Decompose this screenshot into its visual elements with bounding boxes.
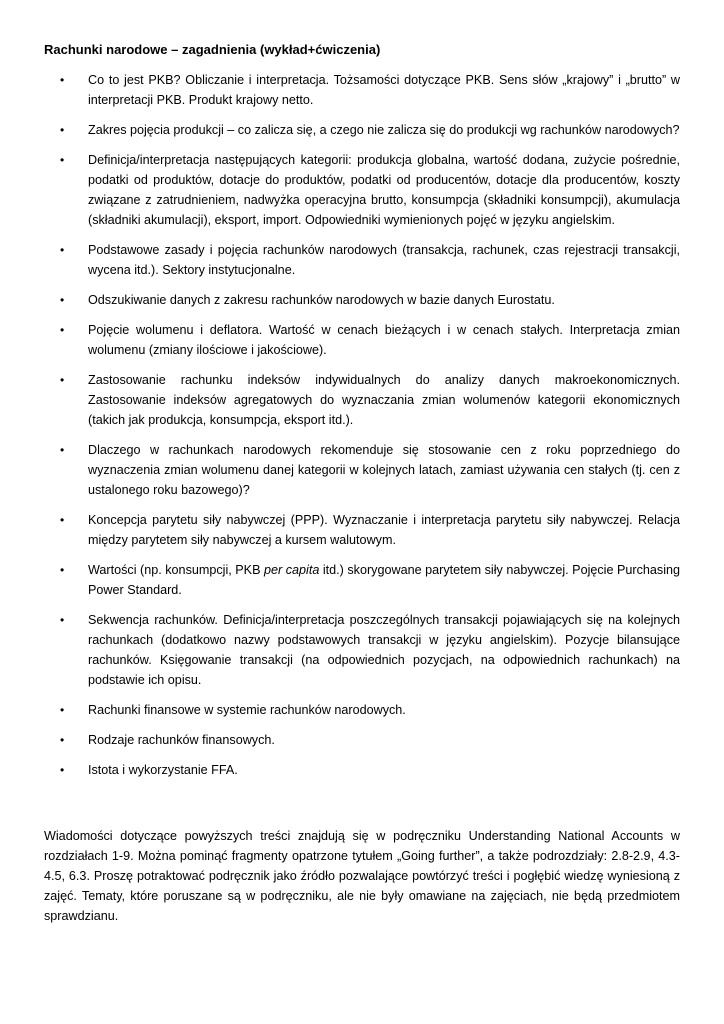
topic-text: Dlaczego w rachunkach narodowych rekomenduje się stosowanie cen z roku poprzedniego do wyznaczenia zmian wolumenu danej kategorii w kolejnych latach, zamiast używania cen stałych (tj. cen z ustalonego roku bazowego)?: [88, 443, 680, 497]
bullet-icon: •: [60, 73, 65, 87]
bullet-icon: •: [60, 293, 65, 307]
bullet-icon: •: [60, 703, 65, 717]
topic-text-italic: per capita: [264, 563, 320, 577]
bullet-icon: •: [60, 323, 65, 337]
list-item: [0, 760, 724, 780]
document-title: Rachunki narodowe – zagadnienia (wykład+ćwiczenia): [44, 42, 381, 57]
topic-text: Co to jest PKB? Obliczanie i interpretacja. Tożsamości dotyczące PKB. Sens słów „krajowy” i „brutto” w interpretacji PKB. Produkt krajowy netto.: [88, 73, 680, 107]
bullet-icon: •: [60, 613, 65, 627]
topic-text: Rachunki finansowe w systemie rachunków narodowych.: [88, 703, 406, 717]
topic-text: Koncepcja parytetu siły nabywczej (PPP). Wyznaczanie i interpretacja parytetu siły nabywczej. Relacja między parytetem siły nabywczej a kursem walutowym.: [88, 513, 680, 547]
topic-text: Sekwencja rachunków. Definicja/interpretacja poszczególnych transakcji pojawiających się na kolejnych rachunkach (dodatkowo nazwy podstawowych transakcji w języku angielskim). Pozycje bilansujące rachunków. Księgowanie transakcji (na odpowiednich pozycjach, na odpowiednich rachunkach) na podstawie ich opisu.: [88, 613, 680, 687]
bullet-icon: •: [60, 153, 65, 167]
list-item: [0, 320, 724, 360]
topic-text: Podstawowe zasady i pojęcia rachunków narodowych (transakcja, rachunek, czas rejestracji transakcji, wycena itd.). Sektory instytucjonalne.: [88, 243, 680, 277]
list-item: [0, 120, 724, 140]
topic-text-end: itd.) skorygowane parytetem siły nabywczej. Pojęcie Purchasing Power Standard.: [88, 563, 681, 597]
list-item: [0, 560, 724, 600]
topic-text: Zastosowanie rachunku indeksów indywidualnych do analizy danych makroekonomicznych. Zastosowanie indeksów agregatowych do wyznaczania zmian wolumenów kategorii ekonomicznych (takich jak produkcja, konsumpcja, eksport itd.).: [88, 373, 680, 427]
list-item: [0, 150, 724, 230]
bullet-icon: •: [60, 513, 65, 527]
bullet-icon: •: [60, 373, 65, 387]
topic-text-start: Wartości (np. konsumpcji, PKB: [88, 563, 264, 577]
bullet-icon: •: [60, 563, 65, 577]
footnote-paragraph: Wiadomości dotyczące powyższych treści znajdują się w podręczniku Understanding National Accounts w rozdziałach 1-9. Można pominąć fragmenty opatrzone tytułem „Going further”, a także podrozdziały: 2.8-2.9, 4.3-4.5, 6.3. Proszę potraktować podręcznik jako źródło pozwalające powtórzyć treści i pogłębić wiedzę wyniesioną z zajęć. Tematy, które poruszane są w podręczniku, ale nie były omawiane na zajęciach, nie będą przedmiotem sprawdzianu.: [44, 829, 680, 923]
list-item: [0, 240, 724, 280]
list-item: [0, 290, 724, 310]
list-item: [0, 510, 724, 550]
topic-text: Rodzaje rachunków finansowych.: [88, 733, 275, 747]
bullet-icon: •: [60, 123, 65, 137]
list-item: [0, 70, 724, 110]
bullet-icon: •: [60, 733, 65, 747]
topic-text: Istota i wykorzystanie FFA.: [88, 763, 238, 777]
topic-text: Zakres pojęcia produkcji – co zalicza się, a czego nie zalicza się do produkcji wg rachunków narodowych?: [88, 123, 680, 137]
list-item: [0, 700, 724, 720]
topic-text: Definicja/interpretacja następujących kategorii: produkcja globalna, wartość dodana, zużycie pośrednie, podatki od produktów, dotacje do produktów, podatki od producentów, dotacje dla producentów, koszty związane z zatrudnieniem, nadwyżka operacyjna brutto, konsumpcja (składniki konsumpcji), akumulacja (składniki akumulacji), eksport, import. Odpowiedniki wymienionych pojęć w języku angielskim.: [88, 153, 680, 227]
bullet-icon: •: [60, 243, 65, 257]
topic-text: Pojęcie wolumenu i deflatora. Wartość w cenach bieżących i w cenach stałych. Interpretacja zmian wolumenu (zmiany ilościowe i jakościowe).: [88, 323, 680, 357]
topic-list: [0, 70, 724, 790]
list-item: [0, 610, 724, 690]
bullet-icon: •: [60, 443, 65, 457]
topic-text: [88, 560, 680, 600]
topic-text: Odszukiwanie danych z zakresu rachunków narodowych w bazie danych Eurostatu.: [88, 293, 555, 307]
bullet-icon: •: [60, 763, 65, 777]
list-item: [0, 730, 724, 750]
list-item: [0, 370, 724, 430]
list-item: [0, 440, 724, 500]
